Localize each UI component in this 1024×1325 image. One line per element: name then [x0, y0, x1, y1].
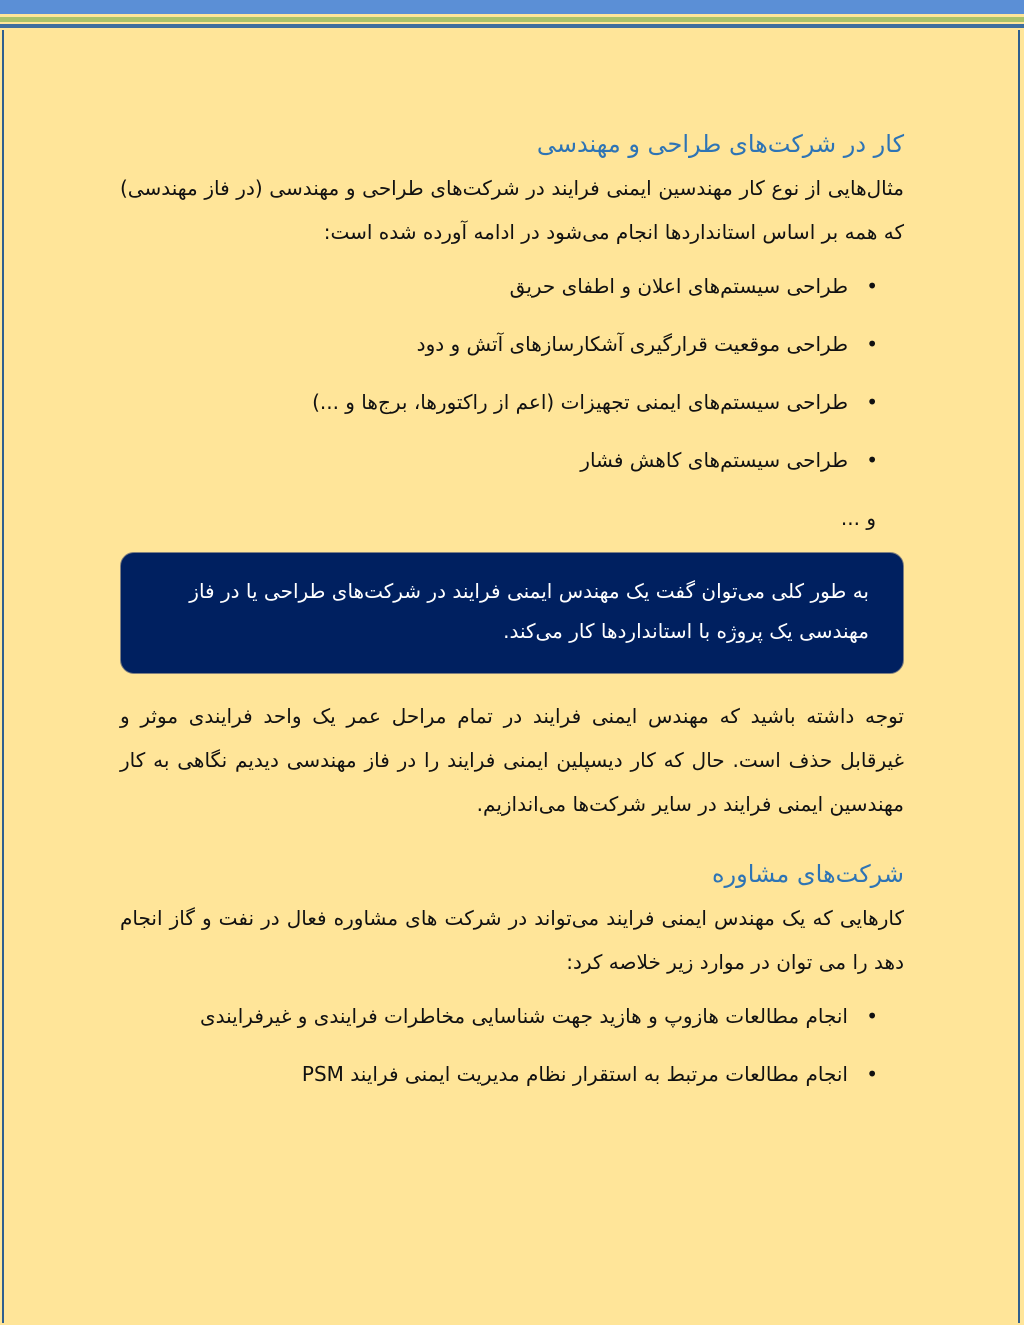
summary-callout-box: به طور کلی می‌توان گفت یک مهندس ایمنی فرایند در شرکت‌های طراحی یا در فاز مهندسی یک پروژه با استانداردها کار می‌کند. [120, 552, 904, 674]
list-item: • انجام مطالعات هازوپ و هازید جهت شناسایی مخاطرات فرایندی و غیرفرایندی [120, 994, 848, 1038]
section-heading-design-engineering: کار در شرکت‌های طراحی و مهندسی [536, 130, 904, 158]
consulting-intro-paragraph: کارهایی که یک مهندس ایمنی فرایند می‌تواند در شرکت های مشاوره فعال در نفت و گاز انجام دهد را می توان در موارد زیر خلاصه کرد: [120, 906, 904, 974]
section-intro-paragraph: مثال‌هایی از نوع کار مهندسین ایمنی فرایند در شرکت‌های طراحی و مهندسی (در فاز مهندسی) که همه بر اساس استانداردها انجام می‌شود در ادامه آورده شده است: [120, 176, 904, 244]
consulting-tasks-list [120, 994, 904, 1096]
list-continuation: و ... [840, 506, 876, 530]
list-item: • انجام مطالعات مرتبط به استقرار نظام مدیریت ایمنی فرایند PSM [120, 1052, 848, 1096]
header-band [0, 0, 1024, 14]
document-body [120, 122, 904, 1110]
list-item: • طراحی سیستم‌های ایمنی تجهیزات (اعم از راکتورها، برج‌ها و ...) [120, 380, 848, 424]
header-stripe-green [0, 17, 1024, 22]
header-stripe-blue [0, 24, 1024, 28]
section-heading-consulting: شرکت‌های مشاوره [711, 860, 904, 888]
design-tasks-list [120, 264, 904, 482]
note-paragraph: توجه داشته باشید که مهندس ایمنی فرایند در تمام مراحل عمر یک واحد فرایندی موثر و غیرقابل حذف است. حال که کار دیسپلین ایمنی فرایند را در فاز مهندسی دیدیم نگاهی به کار مهندسین ایمنی فرایند در سایر شرکت‌ها می‌اندازیم. [120, 704, 904, 816]
list-item: • طراحی موقعیت قرارگیری آشکارسازهای آتش و دود [120, 322, 848, 366]
list-item: • طراحی سیستم‌های اعلان و اطفای حریق [120, 264, 848, 308]
list-item: • طراحی سیستم‌های کاهش فشار [120, 438, 848, 482]
